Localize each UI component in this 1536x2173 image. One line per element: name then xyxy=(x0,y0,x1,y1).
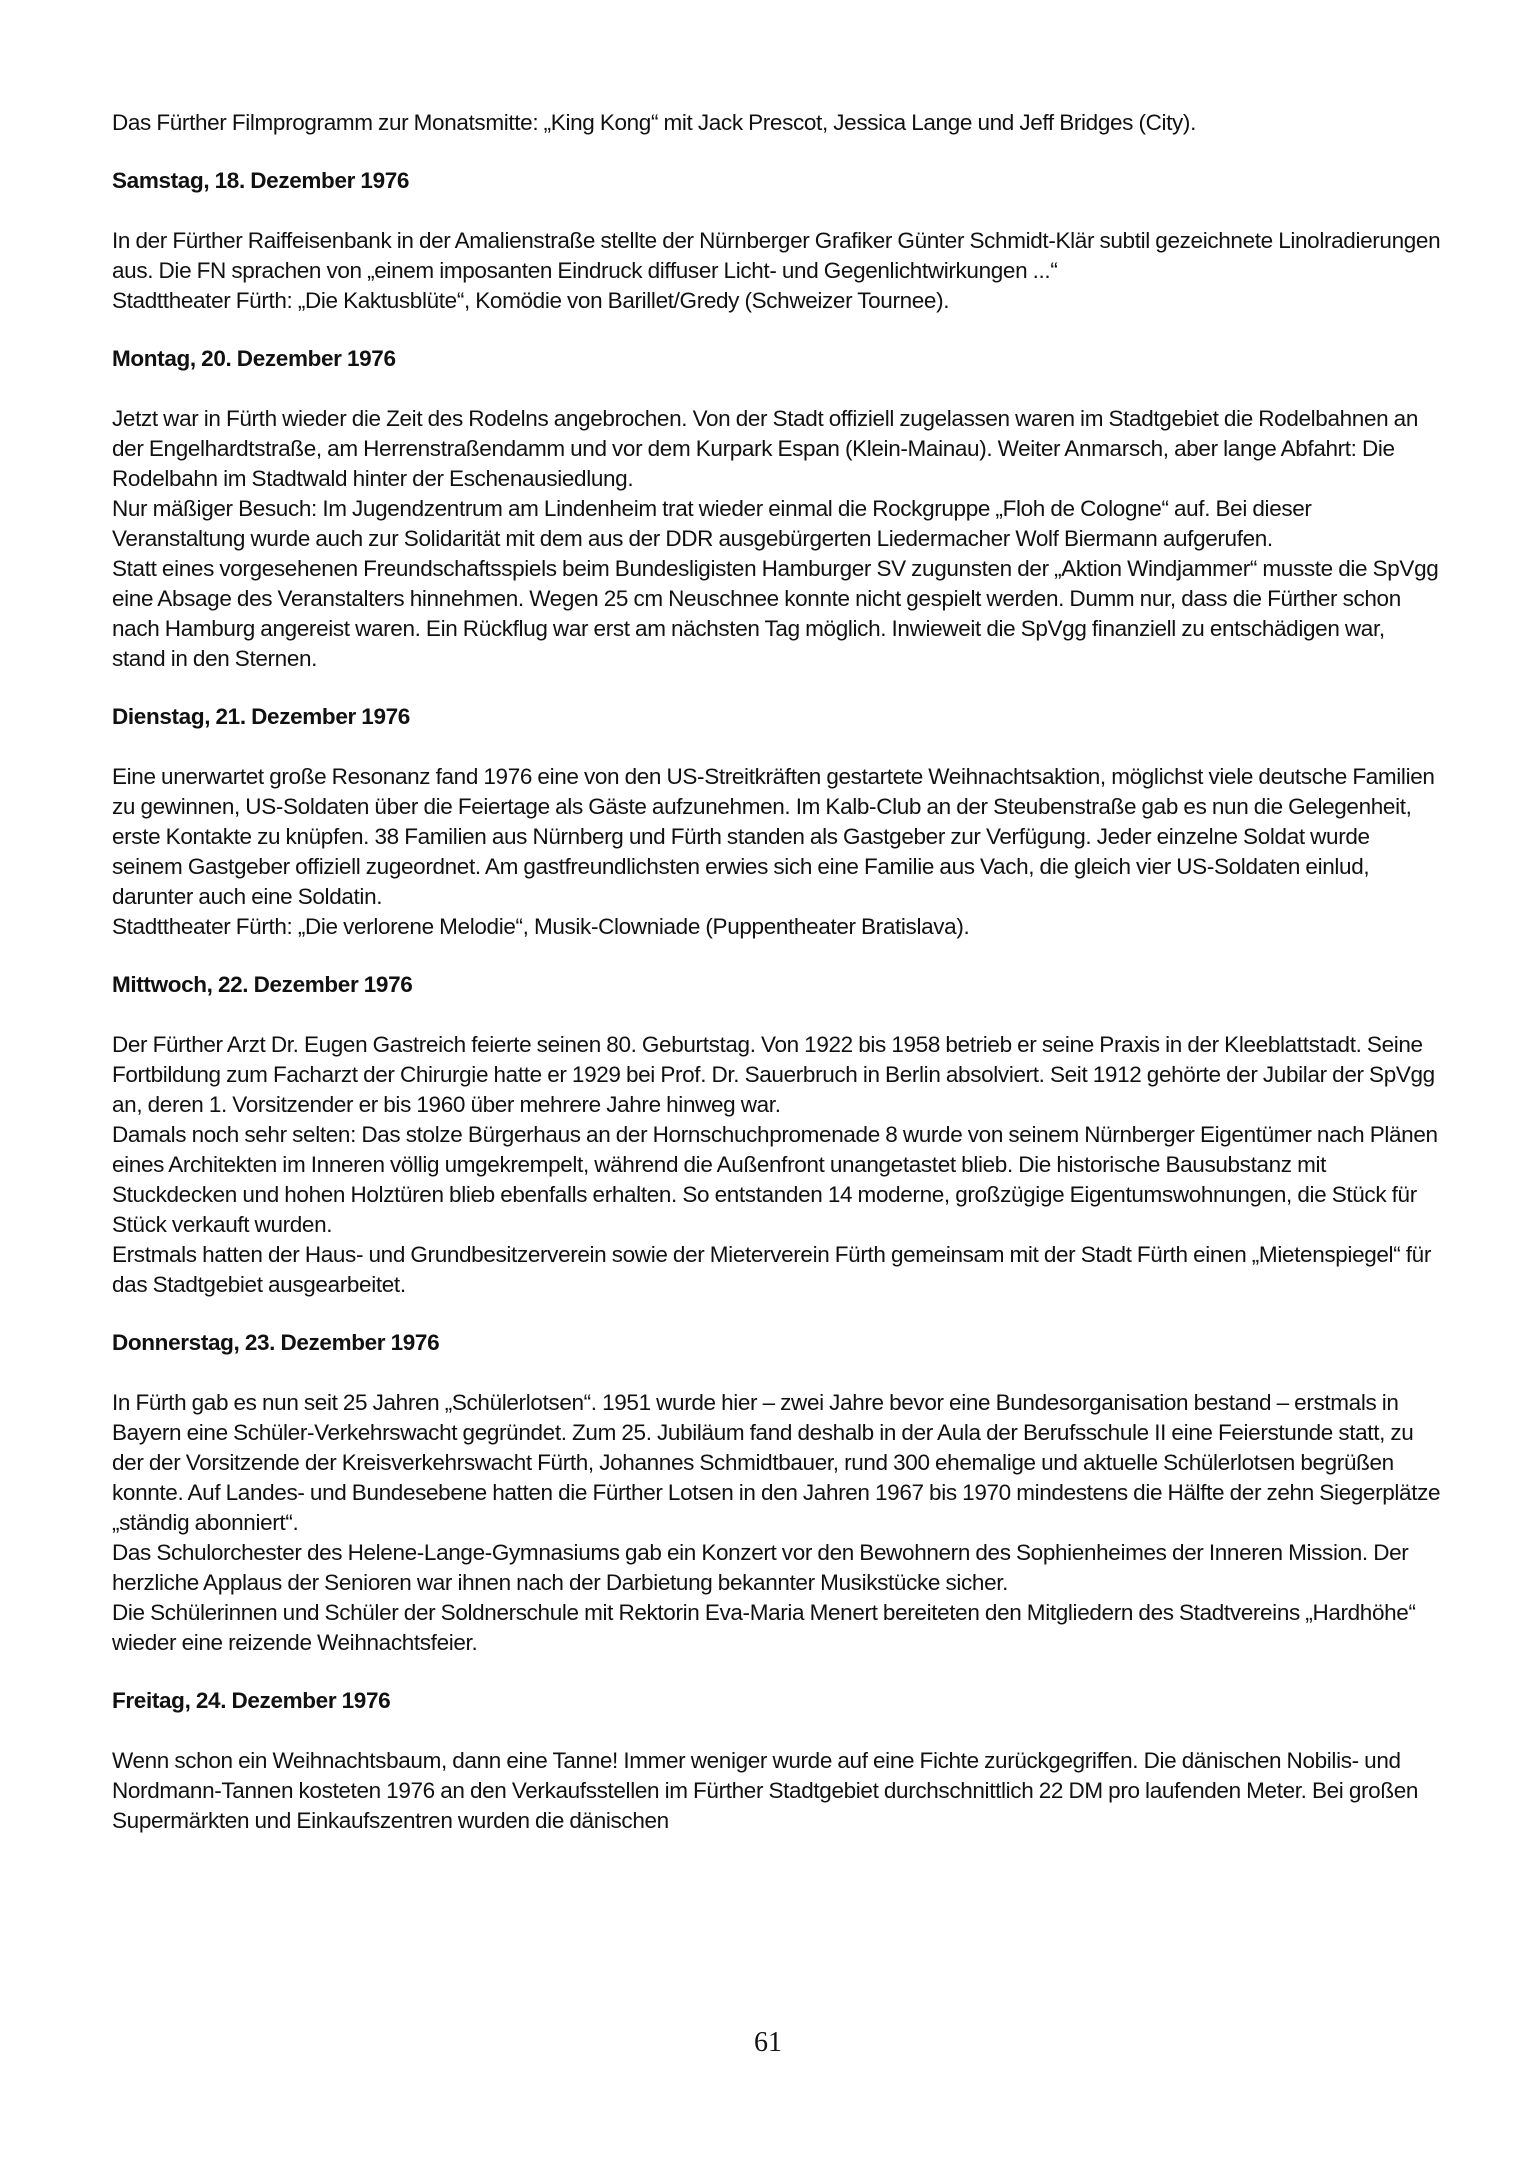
entry-paragraph: Wenn schon ein Weihnachtsbaum, dann eine Tanne! Immer weniger wurde auf eine Fichte zurückgegriffen. Die dänischen Nobilis- und Nordmann-Tannen kosteten 1976 an den Verkaufsstellen im Fürther Stadtgebiet durchschnittlich 22 DM pro laufenden Meter. Bei großen Supermärkten und Einkaufszentren wurden die dänischen xyxy=(112,1748,1419,1833)
entry-paragraph: Stadttheater Fürth: „Die Kaktusblüte“, Komödie von Barillet/Gredy (Schweizer Tournee). xyxy=(112,288,950,313)
diary-entry-24 xyxy=(112,1686,1442,1836)
entry-paragraph: In Fürth gab es nun seit 25 Jahren „Schülerlotsen“. 1951 wurde hier – zwei Jahre bevor eine Bundesorganisation bestand – erstmals in Bayern eine Schüler-Verkehrswacht gegründet. Zum 25. Jubiläum fand deshalb in der Aula der Berufsschule II eine Feierstunde statt, zu der der Vorsitzende der Kreisverkehrswacht Fürth, Johannes Schmidtbauer, rund 300 ehemalige und aktuelle Schülerlotsen begrüßen konnte. Auf Landes- und Bundesebene hatten die Fürther Lotsen in den Jahren 1967 bis 1970 mindestens die Hälfte der zehn Siegerplätze „ständig abonniert“. xyxy=(112,1390,1441,1535)
diary-entry-23 xyxy=(112,1328,1442,1658)
page-number: 61 xyxy=(754,2027,782,2058)
diary-entry-22 xyxy=(112,970,1442,1300)
diary-entry-20 xyxy=(112,344,1442,674)
entry-paragraph: Nur mäßiger Besuch: Im Jugendzentrum am Lindenheim trat wieder einmal die Rockgruppe „Floh de Cologne“ auf. Bei dieser Veranstaltung wurde auch zur Solidarität mit dem aus der DDR ausgebürgerten Liedermacher Wolf Biermann aufgerufen. xyxy=(112,496,1312,551)
diary-entry-18 xyxy=(112,166,1442,316)
diary-entry-21 xyxy=(112,702,1442,942)
document-page xyxy=(112,108,1442,1864)
entry-paragraph: Statt eines vorgesehenen Freundschaftsspiels beim Bundesligisten Hamburger SV zugunsten der „Aktion Windjammer“ musste die SpVgg eine Absage des Veranstalters hinnehmen. Wegen 25 cm Neuschnee konnte nicht gespielt werden. Dumm nur, dass die Fürther schon nach Hamburg angereist waren. Ein Rückflug war erst am nächsten Tag möglich. Inwieweit die SpVgg finanziell zu entschädigen war, stand in den Sternen. xyxy=(112,556,1439,671)
entry-paragraph: Die Schülerinnen und Schüler der Soldnerschule mit Rektorin Eva-Maria Menert bereiteten den Mitgliedern des Stadtvereins „Hardhöhe“ wieder eine reizende Weihnachtsfeier. xyxy=(112,1600,1416,1655)
entry-date-heading: Mittwoch, 22. Dezember 1976 xyxy=(112,972,413,997)
entry-date-heading: Dienstag, 21. Dezember 1976 xyxy=(112,704,410,729)
entry-date-heading: Donnerstag, 23. Dezember 1976 xyxy=(112,1330,440,1355)
entry-paragraph: Das Schulorchester des Helene-Lange-Gymnasiums gab ein Konzert vor den Bewohnern des Sophienheimes der Inneren Mission. Der herzliche Applaus der Senioren war ihnen nach der Darbietung bekannter Musikstücke sicher. xyxy=(112,1540,1409,1595)
entry-paragraph: Erstmals hatten der Haus- und Grundbesitzerverein sowie der Mieterverein Fürth gemeinsam mit der Stadt Fürth einen „Mietenspiegel“ für das Stadtgebiet ausgearbeitet. xyxy=(112,1242,1431,1297)
entry-paragraph: Der Fürther Arzt Dr. Eugen Gastreich feierte seinen 80. Geburtstag. Von 1922 bis 1958 betrieb er seine Praxis in der Kleeblattstadt. Seine Fortbildung zum Facharzt der Chirurgie hatte er 1929 bei Prof. Dr. Sauerbruch in Berlin absolviert. Seit 1912 gehörte der Jubilar der SpVgg an, deren 1. Vorsitzender er bis 1960 über mehrere Jahre hinweg war. xyxy=(112,1032,1435,1117)
entry-date-heading: Samstag, 18. Dezember 1976 xyxy=(112,168,410,193)
entry-date-heading: Freitag, 24. Dezember 1976 xyxy=(112,1688,391,1713)
entry-paragraph: Damals noch sehr selten: Das stolze Bürgerhaus an der Hornschuchpromenade 8 wurde von seinem Nürnberger Eigentümer nach Plänen eines Architekten im Inneren völlig umgekrempelt, während die Außenfront unangetastet blieb. Die historische Bausubstanz mit Stuckdecken und hohen Holztüren blieb ebenfalls erhalten. So entstanden 14 moderne, großzügige Eigentumswohnungen, die Stück für Stück verkauft wurden. xyxy=(112,1122,1438,1237)
entry-date-heading: Montag, 20. Dezember 1976 xyxy=(112,346,396,371)
entry-paragraph: Stadttheater Fürth: „Die verlorene Melodie“, Musik-Clowniade (Puppentheater Bratislava). xyxy=(112,914,970,939)
intro-paragraph: Das Fürther Filmprogramm zur Monatsmitte: „King Kong“ mit Jack Prescot, Jessica Lange und Jeff Bridges (City). xyxy=(112,110,1196,135)
entry-paragraph: Jetzt war in Fürth wieder die Zeit des Rodelns angebrochen. Von der Stadt offiziell zugelassen waren im Stadtgebiet die Rodelbahnen an der Engelhardtstraße, am Herrenstraßendamm und vor dem Kurpark Espan (Klein-Mainau). Weiter Anmarsch, aber lange Abfahrt: Die Rodelbahn im Stadtwald hinter der Eschenausiedlung. xyxy=(112,406,1419,491)
entry-paragraph: In der Fürther Raiffeisenbank in der Amalienstraße stellte der Nürnberger Grafiker Günter Schmidt-Klär subtil gezeichnete Linolradierungen aus. Die FN sprachen von „einem imposanten Eindruck diffuser Licht- und Gegenlichtwirkungen ...“ xyxy=(112,228,1441,283)
entry-paragraph: Eine unerwartet große Resonanz fand 1976 eine von den US-Streitkräften gestartete Weihnachtsaktion, möglichst viele deutsche Familien zu gewinnen, US-Soldaten über die Feiertage als Gäste aufzunehmen. Im Kalb-Club an der Steubenstraße gab es nun die Gelegenheit, erste Kontakte zu knüpfen. 38 Familien aus Nürnberg und Fürth standen als Gastgeber zur Verfügung. Jeder einzelne Soldat wurde seinem Gastgeber offiziell zugeordnet. Am gastfreundlichsten erwies sich eine Familie aus Vach, die gleich vier US-Soldaten einlud, darunter auch eine Soldatin. xyxy=(112,764,1435,909)
